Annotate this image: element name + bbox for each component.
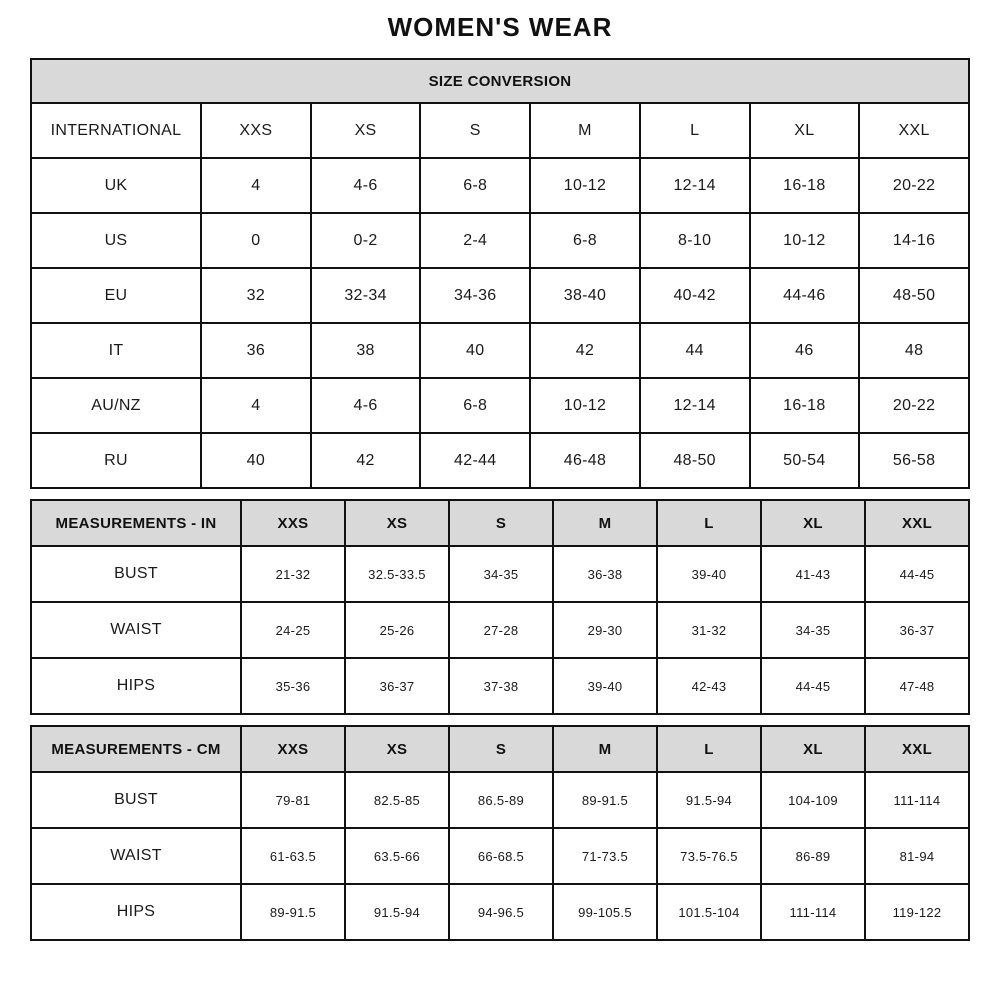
page-title: WOMEN'S WEAR — [387, 12, 613, 42]
measurements-title: MEASUREMENTS - IN — [31, 500, 241, 546]
size-column-header: L — [640, 103, 750, 158]
size-column-header: M — [530, 103, 640, 158]
measurement-value: 86.5-89 — [449, 772, 553, 828]
size-value: 10-12 — [750, 213, 860, 268]
size-value: 6-8 — [420, 378, 530, 433]
size-column-header: XS — [345, 500, 449, 546]
measurement-value: 31-32 — [657, 602, 761, 658]
measurement-value: 34-35 — [761, 602, 865, 658]
size-value: 56-58 — [859, 433, 969, 488]
size-column-header: XXS — [201, 103, 311, 158]
table-row — [31, 378, 969, 433]
row-label: HIPS — [31, 658, 241, 714]
size-column-header: S — [449, 726, 553, 772]
measurement-value: 99-105.5 — [553, 884, 657, 940]
row-label: WAIST — [31, 602, 241, 658]
size-value: 34-36 — [420, 268, 530, 323]
size-conversion-title: SIZE CONVERSION — [31, 59, 969, 103]
measurement-value: 81-94 — [865, 828, 969, 884]
table-row — [31, 213, 969, 268]
row-label: UK — [31, 158, 201, 213]
size-column-header: L — [657, 726, 761, 772]
size-conversion-table — [30, 58, 970, 489]
size-value: 4-6 — [311, 378, 421, 433]
size-value: 44 — [640, 323, 750, 378]
measurement-value: 35-36 — [241, 658, 345, 714]
measurements-in-table — [30, 499, 970, 715]
table-row — [31, 268, 969, 323]
measurement-value: 91.5-94 — [345, 884, 449, 940]
size-value: 16-18 — [750, 378, 860, 433]
table-row — [31, 884, 969, 940]
row-label: HIPS — [31, 884, 241, 940]
size-value: 32-34 — [311, 268, 421, 323]
size-value: 40-42 — [640, 268, 750, 323]
size-column-header: XL — [750, 103, 860, 158]
size-column-header: M — [553, 726, 657, 772]
size-column-header: XL — [761, 726, 865, 772]
measurement-value: 36-37 — [345, 658, 449, 714]
size-value: 48-50 — [859, 268, 969, 323]
size-value: 14-16 — [859, 213, 969, 268]
size-column-header: XXL — [865, 726, 969, 772]
measurement-value: 24-25 — [241, 602, 345, 658]
size-column-header: XXL — [859, 103, 969, 158]
table-row — [31, 772, 969, 828]
size-column-header: M — [553, 500, 657, 546]
measurement-value: 36-38 — [553, 546, 657, 602]
measurement-value: 32.5-33.5 — [345, 546, 449, 602]
size-value: 16-18 — [750, 158, 860, 213]
measurement-value: 94-96.5 — [449, 884, 553, 940]
row-label: BUST — [31, 772, 241, 828]
size-value: 12-14 — [640, 378, 750, 433]
measurement-value: 82.5-85 — [345, 772, 449, 828]
table-row — [31, 158, 969, 213]
table-caption-row — [31, 59, 969, 103]
size-column-header: L — [657, 500, 761, 546]
size-column-header: S — [420, 103, 530, 158]
table-row — [31, 828, 969, 884]
measurement-value: 39-40 — [657, 546, 761, 602]
size-value: 6-8 — [420, 158, 530, 213]
measurement-value: 71-73.5 — [553, 828, 657, 884]
measurement-value: 21-32 — [241, 546, 345, 602]
measurements-cm-table — [30, 725, 970, 941]
size-value: 0-2 — [311, 213, 421, 268]
size-value: 6-8 — [530, 213, 640, 268]
measurement-value: 66-68.5 — [449, 828, 553, 884]
measurement-value: 27-28 — [449, 602, 553, 658]
size-value: 48-50 — [640, 433, 750, 488]
size-value: 20-22 — [859, 378, 969, 433]
measurement-value: 111-114 — [761, 884, 865, 940]
size-value: 38 — [311, 323, 421, 378]
measurement-value: 37-38 — [449, 658, 553, 714]
size-value: 4 — [201, 158, 311, 213]
size-value: 42 — [530, 323, 640, 378]
size-value: 40 — [420, 323, 530, 378]
size-value: 42-44 — [420, 433, 530, 488]
table-header-row — [31, 103, 969, 158]
row-label: BUST — [31, 546, 241, 602]
size-value: 20-22 — [859, 158, 969, 213]
measurement-value: 29-30 — [553, 602, 657, 658]
measurement-value: 25-26 — [345, 602, 449, 658]
measurement-value: 34-35 — [449, 546, 553, 602]
measurement-value: 111-114 — [865, 772, 969, 828]
table-row — [31, 433, 969, 488]
size-value: 40 — [201, 433, 311, 488]
size-column-header: XS — [311, 103, 421, 158]
row-label: US — [31, 213, 201, 268]
size-column-header: XS — [345, 726, 449, 772]
row-label: AU/NZ — [31, 378, 201, 433]
measurement-value: 36-37 — [865, 602, 969, 658]
measurement-value: 104-109 — [761, 772, 865, 828]
row-label: WAIST — [31, 828, 241, 884]
size-value: 42 — [311, 433, 421, 488]
measurement-value: 79-81 — [241, 772, 345, 828]
size-value: 10-12 — [530, 378, 640, 433]
size-value: 12-14 — [640, 158, 750, 213]
row-label: INTERNATIONAL — [31, 103, 201, 158]
measurement-value: 61-63.5 — [241, 828, 345, 884]
measurement-value: 63.5-66 — [345, 828, 449, 884]
measurement-value: 44-45 — [865, 546, 969, 602]
measurement-value: 89-91.5 — [553, 772, 657, 828]
table-header-row — [31, 726, 969, 772]
size-column-header: S — [449, 500, 553, 546]
size-value: 44-46 — [750, 268, 860, 323]
size-column-header: XXS — [241, 726, 345, 772]
measurement-value: 91.5-94 — [657, 772, 761, 828]
size-value: 4 — [201, 378, 311, 433]
measurement-value: 119-122 — [865, 884, 969, 940]
measurement-value: 44-45 — [761, 658, 865, 714]
table-row — [31, 323, 969, 378]
measurement-value: 86-89 — [761, 828, 865, 884]
size-column-header: XXS — [241, 500, 345, 546]
size-value: 48 — [859, 323, 969, 378]
measurement-value: 73.5-76.5 — [657, 828, 761, 884]
table-row — [31, 546, 969, 602]
size-value: 36 — [201, 323, 311, 378]
measurement-value: 39-40 — [553, 658, 657, 714]
size-column-header: XL — [761, 500, 865, 546]
row-label: IT — [31, 323, 201, 378]
measurement-value: 101.5-104 — [657, 884, 761, 940]
size-value: 50-54 — [750, 433, 860, 488]
table-row — [31, 658, 969, 714]
size-value: 32 — [201, 268, 311, 323]
size-value: 0 — [201, 213, 311, 268]
measurements-title: MEASUREMENTS - CM — [31, 726, 241, 772]
size-value: 10-12 — [530, 158, 640, 213]
size-value: 46 — [750, 323, 860, 378]
row-label: EU — [31, 268, 201, 323]
row-label: RU — [31, 433, 201, 488]
size-value: 4-6 — [311, 158, 421, 213]
size-value: 38-40 — [530, 268, 640, 323]
size-column-header: XXL — [865, 500, 969, 546]
table-header-row — [31, 500, 969, 546]
size-value: 46-48 — [530, 433, 640, 488]
table-row — [31, 602, 969, 658]
measurement-value: 42-43 — [657, 658, 761, 714]
measurement-value: 47-48 — [865, 658, 969, 714]
size-value: 2-4 — [420, 213, 530, 268]
measurement-value: 41-43 — [761, 546, 865, 602]
measurement-value: 89-91.5 — [241, 884, 345, 940]
size-value: 8-10 — [640, 213, 750, 268]
